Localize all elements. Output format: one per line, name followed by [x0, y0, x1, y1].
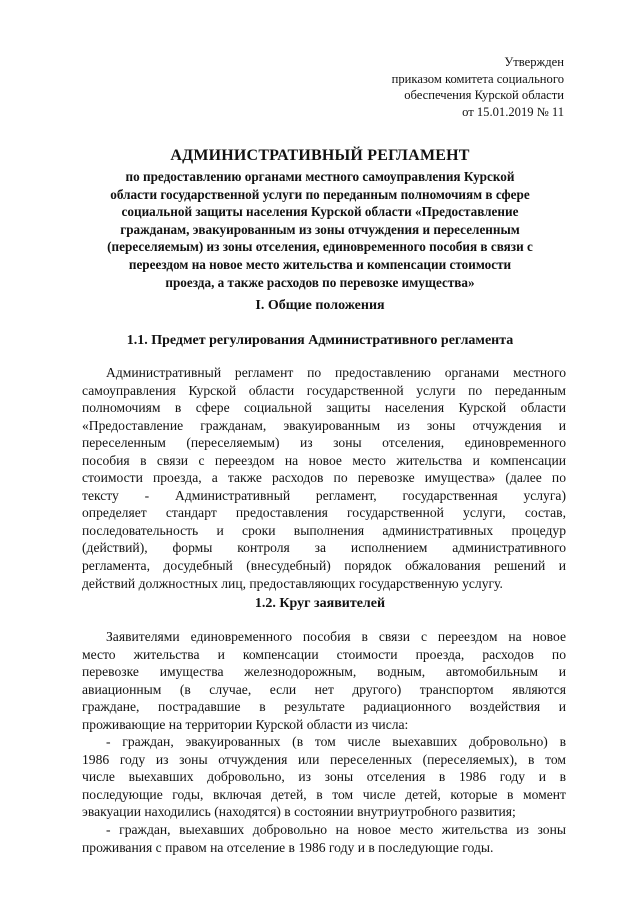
list-item-line: последующие годы, включая детей, в том числе детей, которые в момент: [82, 786, 566, 802]
subtitle-line: области государственной услуги по переданным полномочиям в сфере: [110, 186, 530, 202]
subtitle-line: переездом на новое место жительства и компенсации стоимости: [128, 256, 512, 272]
subtitle-line: проезда, а также расходов по перевозке имущества»: [165, 274, 475, 290]
list-item-line: проживания с правом на отселение в 1986 году и в последующие годы.: [82, 839, 494, 855]
text-line: место жительства и компенсации стоимости проезда, расходов по: [82, 646, 566, 662]
text-line: перевозке имущества железнодорожным, водным, автомобильным и: [82, 664, 566, 680]
text-line: регламента, досудебный (внесудебный) порядок обжалования решений и: [82, 558, 566, 574]
approval-line: приказом комитета социального: [391, 71, 564, 86]
text-line: последовательность и сроки выполнения административных процедур: [82, 522, 566, 538]
text-line: «Предоставление гражданам, эвакуированным из зоны отчуждения и: [82, 417, 566, 433]
text-line: проживающие на территории Курской области из числа:: [82, 716, 409, 732]
section-heading: I. Общие положения: [255, 298, 385, 313]
subtitle-line: по предоставлению органами местного самоуправления Курской: [125, 169, 515, 184]
text-line: действий должностных лиц, предоставляющих государственную услугу.: [82, 575, 503, 591]
text-line: граждане, пострадавшие в результате радиационного воздействия и: [82, 699, 566, 715]
approval-line: обеспечения Курской области: [404, 88, 564, 102]
paragraph-subject: [82, 364, 566, 592]
document-title: АДМИНИСТРАТИВНЫЙ РЕГЛАМЕНТ: [170, 147, 470, 164]
text-line: тексту - Административный регламент, государственная услуга): [82, 487, 566, 503]
list-item-line: эвакуации находились (находятся) в состоянии внутриутробного развития;: [82, 804, 516, 820]
text-line: авиационным (в случае, если нет другого) транспортом являются: [82, 681, 566, 697]
approval-stamp: [304, 54, 564, 120]
text-line: стоимости проезда, а также расходов по перевозке имущества» (далее по: [82, 470, 566, 486]
subtitle-line: социальной защиты населения Курской области «Предоставление: [121, 204, 519, 220]
subtitle-line: (переселяемым) из зоны отселения, единовременного пособия в связи с: [107, 239, 533, 255]
subtitle-line: гражданам, эвакуированным из зоны отчуждения и переселенным: [120, 221, 520, 237]
text-line: (действий), формы контроля за исполнением административного: [82, 540, 566, 556]
text-line: Заявителями единовременного пособия в связи с переездом на новое: [106, 629, 566, 644]
text-line: пособия в связи с переездом на новое место жительства и компенсации: [82, 452, 566, 468]
text-line: определяет стандарт предоставления государственной услуги, состав,: [82, 505, 566, 521]
text-line: полномочиям в сфере социальной защиты населения Курской области: [82, 400, 566, 416]
text-line: Административный регламент по предоставлению органами местного: [106, 365, 566, 380]
list-item-line: числе выехавших добровольно, из зоны отселения в 1986 году и в: [82, 769, 566, 785]
approval-line: от 15.01.2019 № 11: [462, 104, 564, 119]
document-subtitle: [80, 168, 560, 291]
text-line: переселенным (переселяемым) из зоны отселения, единовременного: [82, 435, 566, 451]
list-item-line: - граждан, эвакуированных (в том числе выехавших добровольно) в: [106, 734, 566, 750]
subsection-heading: 1.1. Предмет регулирования Административного регламента: [126, 333, 514, 348]
paragraph-applicants: [82, 628, 566, 856]
subsection-heading: 1.2. Круг заявителей: [254, 596, 386, 611]
text-line: самоуправления Курской области государственной услуги по переданным: [82, 382, 566, 398]
list-item-line: - граждан, выехавших добровольно на новое место жительства из зоны: [106, 822, 566, 838]
approval-line: Утвержден: [504, 55, 564, 69]
list-item-line: 1986 году из зоны отчуждения или переселенных (переселяемых), в том: [82, 751, 566, 767]
